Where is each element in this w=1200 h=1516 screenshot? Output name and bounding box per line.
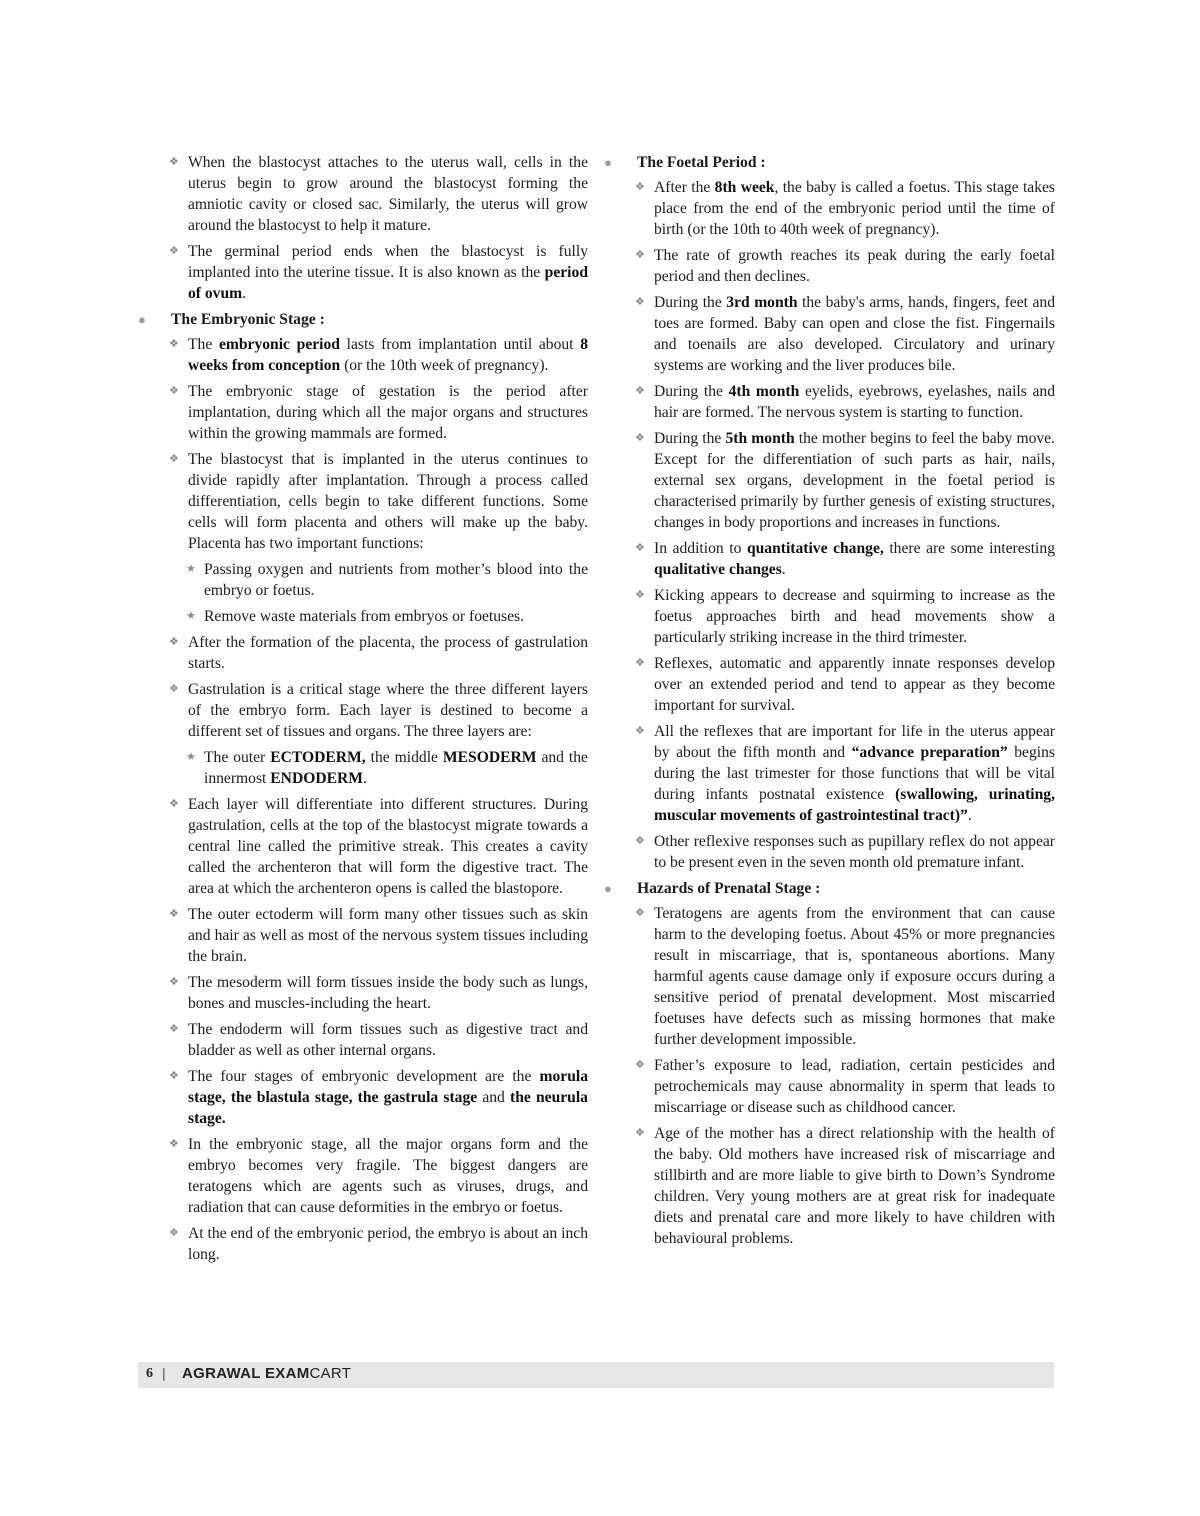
sub-list-item: ★ The outer ECTODERM, the middle MESODERM and the innermost ENDODERM. (186, 749, 588, 787)
diamond-bullet-icon: ❖ (635, 725, 645, 737)
diamond-bullet-icon: ❖ (635, 249, 645, 261)
section-heading-hazards: ● Hazards of Prenatal Stage : (604, 880, 821, 897)
list-item: ❖ The blastocyst that is implanted in the uterus continues to divide rapidly after implantation. Through a process called differentiation, cells begin to take different functions. Some cells will form placenta and others will make up the baby. Placenta has two important functions: (169, 451, 588, 552)
list-item: ❖ Each layer will differentiate into different structures. During gastrulation, cells at the top of the blastocyst migrate towards a central line called the primitive streak. This creates a cavity called the archenteron that will form the digestive tract. The area at which the archenteron opens is called the blastopore. (169, 796, 588, 897)
diamond-bullet-icon: ❖ (169, 1070, 179, 1082)
list-item: ❖ Reflexes, automatic and apparently innate responses develop over an extended period and tend to appear as they become important for survival. (635, 655, 1055, 714)
list-item: ❖ The embryonic stage of gestation is the period after implantation, during which all the major organs and structures within the growing mammals are formed. (169, 383, 588, 442)
list-item: ❖ In the embryonic stage, all the major organs form and the embryo becomes very fragile. The biggest dangers are teratogens which are agents such as viruses, drugs, and radiation that can cause deformities in the embryo or foetus. (169, 1136, 588, 1216)
diamond-bullet-icon: ❖ (635, 1059, 645, 1071)
left-column (138, 152, 588, 1270)
list-item: ❖ The embryonic period lasts from implantation until about 8 weeks from conception (or the 10th week of pregnancy). (169, 336, 588, 374)
diamond-bullet-icon: ❖ (169, 385, 179, 397)
brand-logo-bold: AGRAWAL EXAM (182, 1365, 310, 1382)
sub-list-item: ★ Passing oxygen and nutrients from mother’s blood into the embryo or foetus. (186, 561, 588, 599)
list-item: ❖ The outer ectoderm will form many other tissues such as skin and hair as well as most of the nervous system tissues including the brain. (169, 906, 588, 965)
page-footer (138, 1362, 1054, 1388)
diamond-bullet-icon: ❖ (635, 296, 645, 308)
diamond-bullet-icon: ❖ (169, 683, 179, 695)
list-item: ❖ During the 4th month eyelids, eyebrows, eyelashes, nails and hair are formed. The nervous system is starting to function. (635, 383, 1055, 421)
diamond-bullet-icon: ❖ (635, 907, 645, 919)
diamond-bullet-icon: ❖ (635, 432, 645, 444)
diamond-bullet-icon: ❖ (169, 453, 179, 465)
circle-bullet-icon: ● (138, 312, 146, 327)
list-item: ❖ The germinal period ends when the blastocyst is fully implanted into the uterine tissue. It is also known as the period of ovum. (169, 243, 588, 302)
list-item: ❖ Father’s exposure to lead, radiation, certain pesticides and petrochemicals may cause abnormality in sperm that leads to miscarriage or disease such as childhood cancer. (635, 1057, 1055, 1116)
diamond-bullet-icon: ❖ (169, 245, 179, 257)
brand-logo-light: CART (309, 1365, 352, 1382)
circle-bullet-icon: ● (604, 155, 612, 170)
list-item: ❖ When the blastocyst attaches to the uterus wall, cells in the uterus begin to grow around the blastocyst forming the amniotic cavity or closed sac. Similarly, the uterus will grow around the blastocyst to help it mature. (169, 154, 588, 234)
diamond-bullet-icon: ❖ (635, 542, 645, 554)
diamond-bullet-icon: ❖ (169, 636, 179, 648)
section-heading-embryonic: ● The Embryonic Stage : (138, 311, 325, 328)
diamond-bullet-icon: ❖ (635, 657, 645, 669)
list-item: ❖ Other reflexive responses such as pupillary reflex do not appear to be present even in the seven month old premature infant. (635, 833, 1055, 871)
list-item: ❖ The mesoderm will form tissues inside the body such as lungs, bones and muscles-including the heart. (169, 974, 588, 1012)
list-item: ❖ During the 5th month the mother begins to feel the baby move. Except for the differentiation of such parts as hair, nails, external sex organs, development in the foetal period is characterised primarily by further genesis of existing structures, changes in body proportions and increases in functions. (635, 430, 1056, 531)
list-item: ❖ All the reflexes that are important for life in the uterus appear by about the fifth month and “advance preparation” begins during the last trimester for those functions that will be vital during infants postnatal existence (swallowing, urinating, muscular movements of gastrointestinal tract)”. (635, 723, 1055, 824)
list-item: ❖ Gastrulation is a critical stage where the three different layers of the embryo form. Each layer is destined to become a different set of tissues and organs. The three layers are: (169, 681, 588, 740)
star-bullet-icon: ★ (186, 563, 196, 575)
diamond-bullet-icon: ❖ (169, 1138, 179, 1150)
page-number: 6 (146, 1366, 153, 1381)
star-bullet-icon: ★ (186, 610, 196, 622)
list-item: ❖ Kicking appears to decrease and squirming to increase as the foetus approaches birth and head movements show a particularly striking increase in the third trimester. (635, 587, 1055, 646)
section-heading-foetal: ● The Foetal Period : (604, 154, 766, 171)
diamond-bullet-icon: ❖ (635, 385, 645, 397)
diamond-bullet-icon: ❖ (169, 338, 179, 350)
right-column (604, 152, 1055, 1254)
list-item: ❖ Age of the mother has a direct relationship with the health of the baby. Old mothers have increased risk of miscarriage and stillbirth and are more liable to give birth to Down’s Syndrome children. Very young mothers are at great risk for inadequate diets and prenatal care and more likely to have children with behavioural problems. (635, 1125, 1055, 1247)
circle-bullet-icon: ● (604, 881, 612, 896)
diamond-bullet-icon: ❖ (635, 835, 645, 847)
list-item: ❖ The rate of growth reaches its peak during the early foetal period and then declines. (635, 247, 1055, 285)
list-item: ❖ During the 3rd month the baby's arms, hands, fingers, feet and toes are formed. Baby can open and close the fist. Fingernails and toenails are also developed. Circulatory and urinary systems are working and the liver produces bile. (635, 294, 1055, 374)
diamond-bullet-icon: ❖ (169, 1227, 179, 1239)
diamond-bullet-icon: ❖ (635, 589, 645, 601)
brand-logo (182, 1365, 351, 1382)
diamond-bullet-icon: ❖ (169, 156, 179, 168)
diamond-bullet-icon: ❖ (169, 1023, 179, 1035)
star-bullet-icon: ★ (186, 751, 196, 763)
diamond-bullet-icon: ❖ (169, 798, 179, 810)
diamond-bullet-icon: ❖ (169, 908, 179, 920)
list-item: ❖ At the end of the embryonic period, the embryo is about an inch long. (169, 1225, 588, 1263)
list-item: ❖ The four stages of embryonic development are the morula stage, the blastula stage, the gastrula stage and the neurula stage. (169, 1068, 588, 1127)
list-item: ❖ After the 8th week, the baby is called a foetus. This stage takes place from the end of the embryonic period until the time of birth (or the 10th to 40th week of pregnancy). (635, 179, 1055, 238)
diamond-bullet-icon: ❖ (169, 976, 179, 988)
diamond-bullet-icon: ❖ (635, 1127, 645, 1139)
diamond-bullet-icon: ❖ (635, 181, 645, 193)
footer-separator: | (162, 1365, 166, 1381)
list-item: ❖ After the formation of the placenta, the process of gastrulation starts. (169, 634, 588, 672)
sub-list-item: ★ Remove waste materials from embryos or foetuses. (186, 608, 525, 625)
list-item: ❖ Teratogens are agents from the environment that can cause harm to the developing foetus. About 45% or more pregnancies result in miscarriage, that is, spontaneous abortions. Many harmful agents cause damage only if exposure occurs during a sensitive period of prenatal development. Most miscarried foetuses have defects such as missing hormones that make further development impossible. (635, 905, 1055, 1048)
list-item: ❖ In addition to quantitative change, there are some interesting qualitative changes. (635, 540, 1055, 578)
list-item: ❖ The endoderm will form tissues such as digestive tract and bladder as well as other internal organs. (169, 1021, 588, 1059)
